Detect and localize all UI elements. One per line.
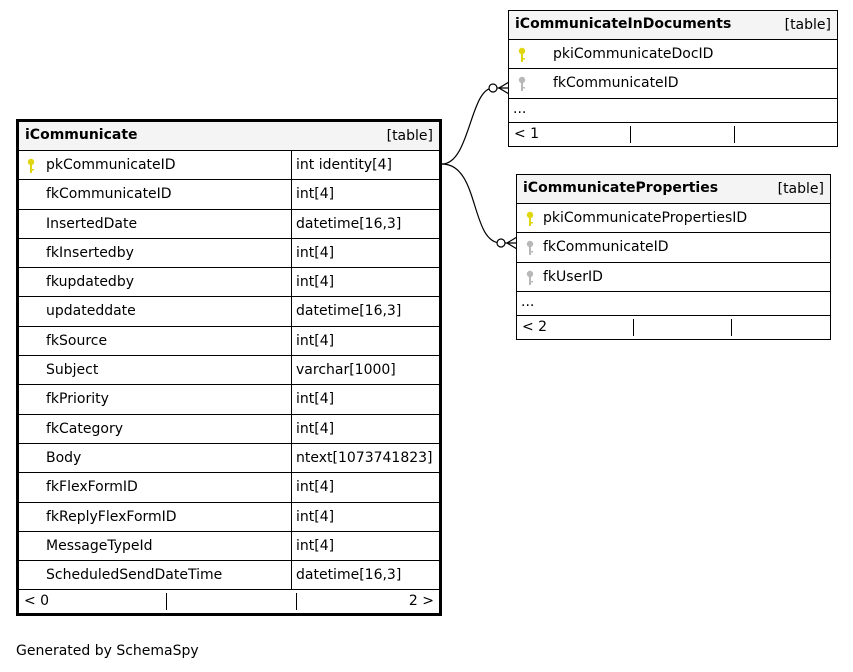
generated-by-text: Generated by SchemaSpy — [16, 643, 199, 659]
column-row[interactable] — [19, 297, 439, 326]
column-row[interactable] — [517, 233, 830, 262]
column-type: int[4] — [291, 268, 439, 296]
column-name: fkCommunicateID — [543, 239, 669, 256]
foreign-key-icon — [518, 76, 528, 92]
table-header — [19, 122, 439, 151]
column-name: ScheduledSendDateTime — [46, 567, 223, 584]
column-type: int[4] — [291, 532, 439, 560]
column-type: int[4] — [291, 415, 439, 443]
link-to-documents — [442, 88, 509, 164]
column-row[interactable] — [19, 532, 439, 561]
column-name: fkCommunicateID — [553, 75, 679, 92]
column-row[interactable] — [517, 204, 830, 233]
column-name: updateddate — [46, 303, 136, 320]
column-list — [509, 40, 837, 99]
footer-divider — [734, 126, 735, 143]
column-row[interactable] — [19, 503, 439, 532]
table-footer — [517, 316, 830, 339]
column-name: fkUserID — [543, 268, 603, 285]
parents-count[interactable]: < 0 — [24, 593, 50, 610]
column-name: fkPriority — [46, 391, 109, 408]
children-count[interactable]: 2 > — [408, 593, 434, 610]
table-name[interactable]: iCommunicateInDocuments — [515, 16, 732, 32]
column-type: ntext[1073741823] — [291, 444, 439, 472]
column-type: int[4] — [291, 473, 439, 501]
column-type: int[4] — [291, 239, 439, 267]
column-row[interactable] — [517, 263, 830, 292]
column-row[interactable] — [19, 385, 439, 414]
column-type: int[4] — [291, 503, 439, 531]
more-columns-ellipsis: ... — [517, 292, 830, 316]
column-name: Subject — [46, 362, 99, 379]
column-name: pkiCommunicatePropertiesID — [543, 210, 748, 226]
column-name: fkCategory — [46, 420, 123, 437]
link-to-properties — [442, 164, 517, 243]
foreign-key-icon — [526, 270, 536, 286]
table-icommunicateproperties[interactable] — [516, 174, 831, 340]
column-type: datetime[16,3] — [291, 297, 439, 325]
table-kind: [table] — [386, 128, 433, 144]
column-name: pkCommunicateID — [46, 157, 176, 173]
column-list — [517, 204, 830, 292]
column-name: fkCommunicateID — [46, 186, 172, 203]
table-header — [517, 175, 830, 204]
footer-divider — [731, 319, 732, 336]
column-type: varchar[1000] — [291, 356, 439, 384]
column-row[interactable] — [19, 151, 439, 180]
column-name: InsertedDate — [46, 215, 138, 232]
foreign-key-icon — [526, 240, 536, 256]
primary-key-icon — [518, 47, 528, 63]
column-row[interactable] — [19, 473, 439, 502]
column-type: int[4] — [291, 385, 439, 413]
column-row[interactable] — [509, 69, 837, 98]
column-row[interactable] — [19, 327, 439, 356]
column-list — [19, 151, 439, 590]
table-kind: [table] — [777, 181, 824, 197]
column-name: fkReplyFlexFormID — [46, 508, 177, 525]
more-columns-ellipsis: ... — [509, 99, 837, 123]
table-header — [509, 11, 837, 40]
column-name: fkupdatedby — [46, 274, 134, 291]
parents-count[interactable]: < 1 — [514, 125, 540, 142]
column-type: datetime[16,3] — [291, 561, 439, 589]
column-row[interactable] — [509, 40, 837, 69]
table-icommunicateindocuments[interactable] — [508, 10, 838, 147]
column-type: int[4] — [291, 327, 439, 355]
footer-divider — [166, 593, 167, 610]
parents-count[interactable]: < 2 — [522, 318, 548, 335]
table-footer — [19, 590, 439, 613]
primary-key-icon — [27, 158, 37, 174]
footer-divider — [630, 126, 631, 143]
column-row[interactable] — [19, 415, 439, 444]
column-row[interactable] — [19, 444, 439, 473]
link-properties-zero-marker — [497, 239, 505, 247]
column-name: pkiCommunicateDocID — [553, 46, 714, 62]
primary-key-icon — [526, 211, 536, 227]
table-icommunicate[interactable] — [16, 119, 442, 616]
column-type: int[4] — [291, 180, 439, 208]
column-type: datetime[16,3] — [291, 210, 439, 238]
column-name: MessageTypeId — [46, 537, 153, 554]
table-footer — [509, 123, 837, 146]
column-row[interactable] — [19, 180, 439, 209]
column-row[interactable] — [19, 356, 439, 385]
column-name: fkInsertedby — [46, 244, 134, 261]
footer-divider — [296, 593, 297, 610]
link-documents-zero-marker — [489, 84, 497, 92]
column-row[interactable] — [19, 239, 439, 268]
column-row[interactable] — [19, 268, 439, 297]
column-name: fkSource — [46, 332, 108, 349]
column-name: Body — [46, 449, 82, 466]
column-row[interactable] — [19, 561, 439, 590]
table-kind: [table] — [784, 17, 831, 33]
footer-divider — [633, 319, 634, 336]
column-type: int identity[4] — [291, 151, 439, 179]
column-name: fkFlexFormID — [46, 479, 138, 496]
column-row[interactable] — [19, 210, 439, 239]
table-name[interactable]: iCommunicateProperties — [523, 180, 719, 196]
table-name[interactable]: iCommunicate — [25, 127, 138, 143]
